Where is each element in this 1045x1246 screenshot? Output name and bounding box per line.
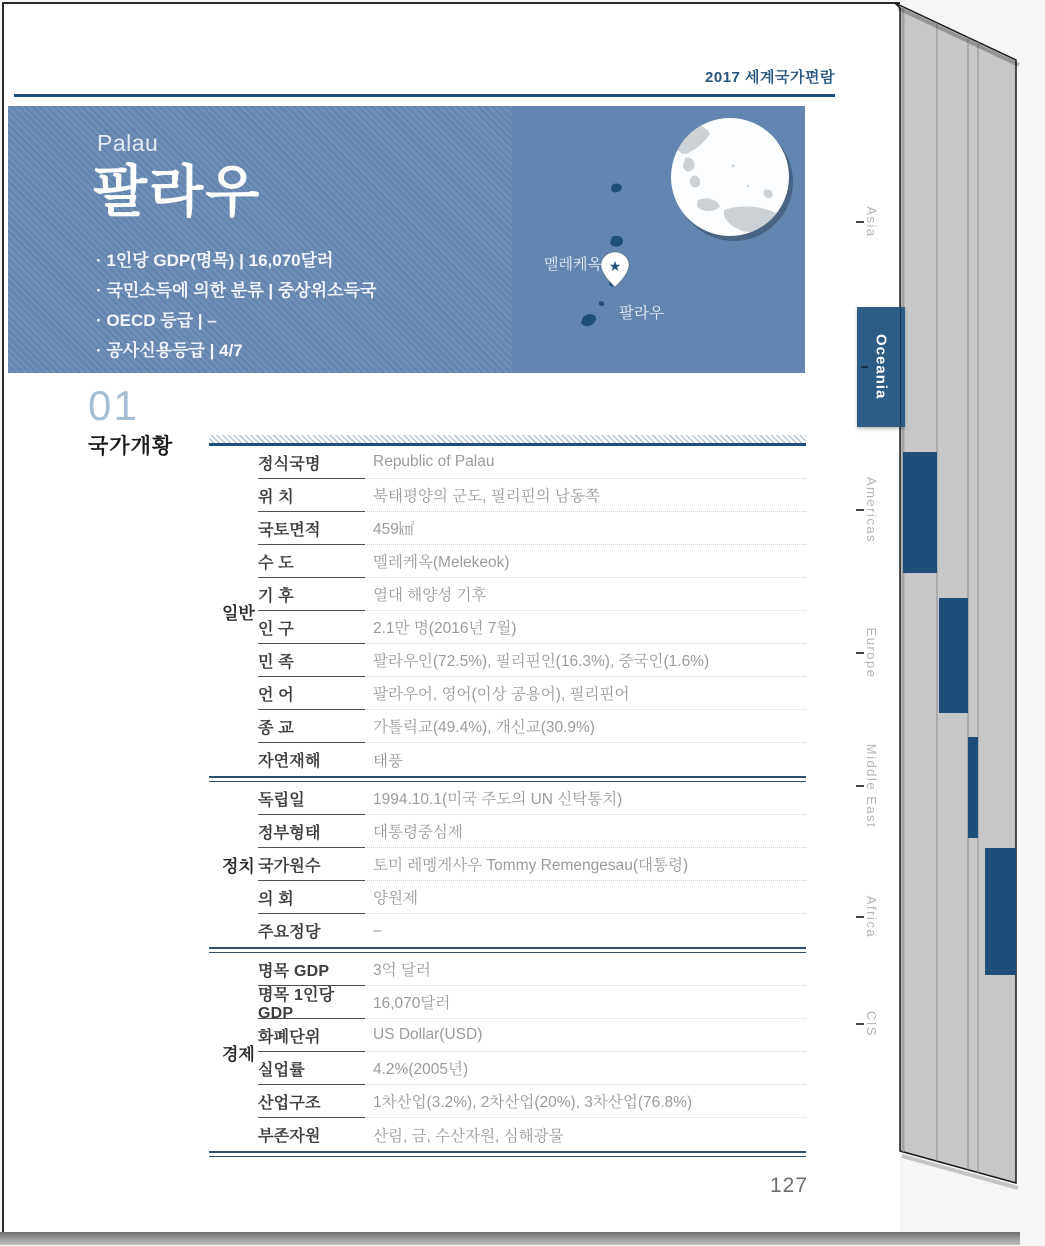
table-row bbox=[258, 914, 806, 947]
row-label: 독립일 bbox=[258, 782, 365, 815]
row-value: 팔라우인(72.5%), 필리핀인(16.3%), 중국인(1.6%) bbox=[365, 644, 806, 677]
side-tab-africa: Africa bbox=[864, 895, 879, 939]
row-label: 산업구조 bbox=[258, 1085, 365, 1118]
table-row bbox=[258, 446, 806, 479]
row-value: 3억 달러 bbox=[365, 953, 806, 986]
table-row bbox=[258, 1019, 806, 1052]
row-value: 태풍 bbox=[373, 752, 403, 770]
row-label: 의 회 bbox=[258, 881, 365, 914]
row-value: 멜레케옥(Melekeok) bbox=[365, 545, 806, 578]
row-value: 1차산업(3.2%), 2차산업(20%), 3차산업(76.8%) bbox=[365, 1085, 806, 1118]
table-row bbox=[258, 611, 806, 644]
row-value: 양원제 bbox=[365, 881, 806, 914]
table-group-general bbox=[209, 446, 806, 776]
country-label: 팔라우 bbox=[619, 305, 664, 322]
capital-label: 멜레케옥 bbox=[544, 256, 602, 273]
table-row bbox=[258, 848, 806, 881]
page-bottom-edge bbox=[0, 1232, 1020, 1245]
group-divider bbox=[209, 1151, 806, 1157]
row-label: 주요정당 bbox=[258, 924, 321, 941]
side-tab-asia: Asia bbox=[864, 206, 879, 238]
tab-tick bbox=[856, 916, 864, 918]
table-row bbox=[258, 512, 806, 545]
tab-tick bbox=[856, 221, 864, 223]
table-row bbox=[258, 1052, 806, 1085]
group-name: 경제 bbox=[222, 1044, 255, 1064]
country-hero bbox=[8, 106, 512, 373]
pin-star-icon: ★ bbox=[608, 258, 622, 274]
fact-line: · 국민소득에 의한 분류 | 중상위소득국 bbox=[96, 281, 377, 300]
row-label: 인 구 bbox=[258, 611, 365, 644]
book-page-stack bbox=[850, 0, 1045, 1246]
row-label: 수 도 bbox=[258, 545, 365, 578]
row-label: 민 족 bbox=[258, 644, 365, 677]
row-value: 열대 해양성 기후 bbox=[365, 578, 806, 611]
row-label: 국토면적 bbox=[258, 512, 365, 545]
row-value: US Dollar(USD) bbox=[365, 1019, 806, 1052]
row-label: 정부형태 bbox=[258, 815, 365, 848]
table-row bbox=[258, 578, 806, 611]
row-value: – bbox=[373, 921, 382, 939]
side-tab-cis: CIS bbox=[864, 1010, 879, 1038]
group-name: 일반 bbox=[222, 603, 255, 623]
table-row bbox=[258, 1085, 806, 1118]
tab-tick bbox=[856, 1023, 864, 1025]
row-value: 가톨릭교(49.4%), 개신교(30.9%) bbox=[365, 710, 806, 743]
row-label: 종 교 bbox=[258, 710, 365, 743]
row-label: 정식국명 bbox=[258, 446, 365, 479]
page-number: 127 bbox=[770, 1174, 809, 1197]
table-row bbox=[258, 743, 806, 776]
row-label: 부존자원 bbox=[258, 1128, 321, 1145]
row-label: 명목 GDP bbox=[258, 953, 365, 986]
row-label: 기 후 bbox=[258, 578, 365, 611]
table-row bbox=[258, 644, 806, 677]
section-number: 01 bbox=[88, 382, 139, 429]
fact-line: · OECD 등급 | – bbox=[96, 311, 217, 330]
row-value: 산림, 금, 수산자원, 심해광물 bbox=[373, 1127, 564, 1145]
table-group-economy bbox=[209, 953, 806, 1151]
tab-tick bbox=[856, 785, 864, 787]
row-label: 실업률 bbox=[258, 1052, 365, 1085]
page-stack-shape bbox=[895, 3, 1016, 1183]
group-name: 정치 bbox=[222, 857, 255, 876]
table-row bbox=[258, 545, 806, 578]
row-label: 화폐단위 bbox=[258, 1019, 365, 1052]
table-row bbox=[258, 782, 806, 815]
row-value: 16,070달러 bbox=[365, 986, 806, 1019]
table-group-politics bbox=[209, 782, 806, 947]
row-label: 자연재해 bbox=[258, 753, 321, 770]
row-value: 북태평양의 군도, 필리핀의 남동쪽 bbox=[365, 479, 806, 512]
country-name-ko: 팔라우 bbox=[93, 160, 262, 223]
header-rule bbox=[14, 94, 835, 97]
tab-tick bbox=[856, 652, 864, 654]
row-value: Republic of Palau bbox=[365, 446, 806, 479]
row-value: 1994.10.1(미국 주도의 UN 신탁통치) bbox=[365, 782, 806, 815]
table-row bbox=[258, 1118, 806, 1151]
row-label: 국가원수 bbox=[258, 848, 365, 881]
row-value: 대통령중심제 bbox=[365, 815, 806, 848]
row-label: 언 어 bbox=[258, 677, 365, 710]
table-row bbox=[258, 881, 806, 914]
table-top-hatch bbox=[209, 435, 806, 446]
table-row bbox=[258, 815, 806, 848]
page-fold-line bbox=[900, 307, 902, 427]
book-page bbox=[2, 2, 900, 1232]
country-key-facts bbox=[96, 246, 376, 366]
country-name-en: Palau bbox=[97, 130, 159, 156]
table-row bbox=[258, 710, 806, 743]
row-value: 팔라우어, 영어(이상 공용어), 필리핀어 bbox=[365, 677, 806, 710]
table-row bbox=[258, 986, 806, 1022]
location-map bbox=[512, 106, 805, 373]
fact-line: · 공사신용등급 | 4/7 bbox=[96, 341, 243, 360]
row-value: 토미 레멩게사우 Tommy Remengesau(대통령) bbox=[365, 848, 806, 881]
tab-tick bbox=[856, 509, 864, 511]
section-title: 국가개황 bbox=[88, 435, 174, 458]
side-tab-europe: Europe bbox=[864, 627, 879, 679]
row-value: 459㎢ bbox=[365, 512, 806, 545]
row-label: 명목 1인당 GDP bbox=[258, 986, 365, 1019]
table-row bbox=[258, 677, 806, 710]
edition-title: 2017 세계국가편람 bbox=[705, 69, 835, 86]
overview-table bbox=[209, 435, 806, 1157]
fact-line: · 1인당 GDP(명목) | 16,070달러 bbox=[96, 251, 334, 270]
table-row bbox=[258, 479, 806, 512]
side-tab-oceania-label: Oceania bbox=[872, 334, 890, 400]
row-value: 4.2%(2005년) bbox=[365, 1052, 806, 1085]
tab-tick bbox=[861, 366, 868, 368]
row-label: 위 치 bbox=[258, 479, 365, 512]
row-value: 2.1만 명(2016년 7월) bbox=[365, 611, 806, 644]
side-tab-americas: Americas bbox=[864, 476, 879, 544]
side-tab-middle-east: Middle East bbox=[864, 743, 879, 829]
